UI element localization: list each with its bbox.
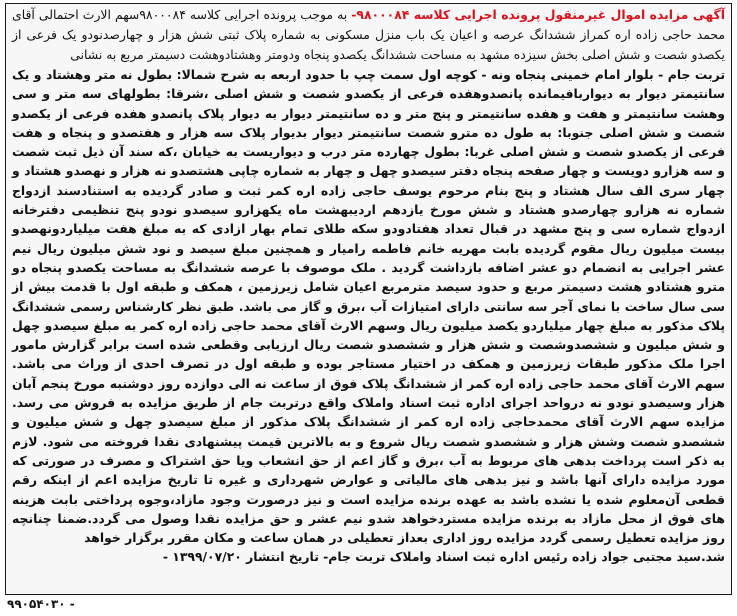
reference-code: ۹۹۰۵۴۰۳۰ - [7,597,75,611]
auction-notice [5,3,732,595]
notice-title: آگهی مزایده اموال غیرمنقول پرونده اجرایی کلاسه ۹۸۰۰۰۸۴- [351,7,725,22]
notice-body: تربت جام - بلوار امام خمینی پنجاه ونه - کوچه اول سمت چپ با حدود اربعه به شرح شمالا: بطول نه متر وهشتاد و یک سانتیمتر دیوار به دیواربافیمانده پانصدوهفده فرعی از یکصدو شصت و شش اصلی ،شرقا: بطولهای سه متر و سی وهشت سانتیمتر و هفت و هفده سانتیمتر و پنج متر و ده سانتیمتر دیوار به دیوار پلاک پانصدو هفده فرعی از یکصدو شصت و شش اصلی جنوبا: به طول ده مترو شصت سانتیمتر دیوار بدیوار پلاک سه هزار و هفتصدو و پنجاه و هفت فرعی از یکصدو شصت و شش اصلی غربا: بطول چهارده متر درب و دیواریست به خیابان ،که سند آن ذیل ثبت شصت و سه هزارو دویست و چهار صفحه پنجاه دفتر سیصدو چهل و چهار به شماره چاپی هشتصدو نه هزار و نهصدو هشتاد و چهار سری الف سال هشتاد و پنج بنام مرحوم یوسف حاجی زاده اره کمر ثبت و صادر گردیده به استنادسند ازدواج شماره نه هزارو چهارصدو هشتاد و شش مورخ یازدهم اردیبهشت ماه یکهزارو سیصدو نودو پنج تنظیمی دفترخانه ازدواج شماره سی و پنج مشهد در قبال تعداد هفتادودو سکه طلای تمام بهار ازادی که به مبلغ هفت میلیاردونهصدو بیست میلیون ریال مقوم گردیده بابت مهریه خانم فاطمه رامیار و همچنین مبلغ سیصد و نود شش میلیون ریال نیم عشر اجرایی به انضمام دو عشر اضافه بازداشت گردید . ملک موصوف با عرصه ششدانگ به مساحت یکصدو پنجاه دو مترو هشتادو هشت دسیمتر مربع و حدود سیصد مترمربع اعیان شامل زیرزمین ، همکف و طبقه اول با قدمت بیش از سی سال ساخت با نمای آجر سه سانتی دارای امتیازات آب ،برق و گاز می باشد. طبق نظر کارشناس رسمی ششدانگ پلاک مذکور به مبلغ چهار میلیاردو یکصد میلیون ریال وسهم الارث آقای محمد حاجی زاده اره کمر به مبلغ سیصدو چهل و شش میلیون و ششصدوشصت و شش هزار و ششصدو شصت ریال ارزیابی وقطعی شده است برابر گزارش مامور اجرا ملک مذکور طبقات زیرزمین و همکف در اختیار مستاجر بوده و طبقه اول در تصرف احدی از وراث می باشد. سهم الارث آقای محمد حاجی زاده اره کمر از ششدانگ پلاک فوق از ساعت نه الی دوازده روز دوشنبه مورخ پنجم آبان هزار وسیصدو نودو نه درواحد اجرای اداره ثبت اسناد واملاک واقع درتربت جام از طریق مزایده به فروش می رسد. مزایده سهم الارث آقای محمدحاجی زاده اره کمر از ششدانگ پلاک مذکور از مبلغ سیصدو چهل و شش میلیون و ششصدو شصت وشش هزار و ششصدو شصت ریال شروع و به بالاترین قیمت پیشنهادی نقدا فروخته می شود. لازم به ذکر است پرداخت بدهی های مربوط به آب ،برق و گاز اعم از حق انشعاب ویا حق اشتراک و مصرف در صورتی که مورد مزایده دارای آنها باشد و نیز بدهی های مالیاتی و عوارض شهرداری و غیره تا تاریخ مزایده اعم از اینکه رقم قطعی آن‌معلوم شده یا نشده باشد به عهده برنده مزایده است و نیز درصورت وجود مازاد،وجوه پرداختی بابت هزینه های فوق از محل مازاد به برنده مزایده مستردخواهد شدو نیم عشر و حق مزایده نقدا وصول می گردد.ضمنا چنانچه روز مزایده تعطیل رسمی گردد مزایده روز اداری بعداز تعطیلی در همان ساعت و مکان مقرر برگزار خواهد [12,67,725,546]
notice-footer: شد.سید مجتبی جواد زاده رئیس اداره ثبت اسناد واملاک تربت جام- تاریخ انتشار ۱۳۹۹/۰۷/۲۰ - [162,549,725,565]
notice-headline-rest: به موجب پرونده اجرایی کلاسه ۹۸۰۰۰۸۴سهم الارث احتمالی آقای محمد حاجی زاده اره کمراز ششدانگ عرصه و اعیان یک باب منزل مسکونی به شماره پلاک ثبتی شش هزار و چهارصدنودو یک فرعی از یکصدو شصت و شش اصلی بخش سیزده مشهد به مساحت ششدانگ یکصدو پنجاه ودومتر وهشتادوهشت دسیمتر مربع به نشانی [12,7,725,62]
notice-headline [12,4,725,65]
